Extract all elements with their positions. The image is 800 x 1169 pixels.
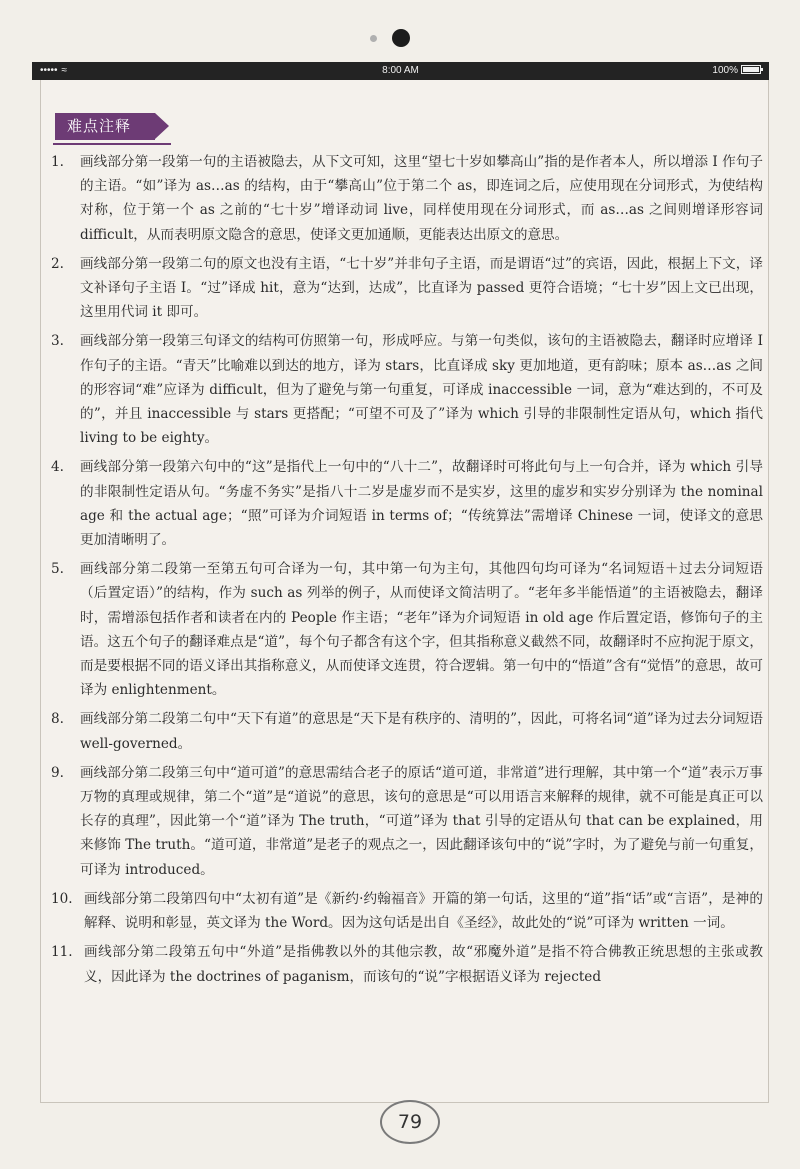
section-title-underline: [53, 143, 171, 145]
note-text: 画线部分第二段第三句中“道可道”的意思需结合老子的原话“道可道，非常道”进行理解，其中第一个“道”表示万事万物的真理或规律，第二个“道”是“道说”的意思，该句的意思是“可以用语言来解释的规律，就不可能是真正可以长存的真理”，因此第一个“道”译为 The truth，“可道”译为 that 引导的定语从句 that can be explained，用来修饰 The truth。“道可道，非常道”是老子的观点之一，因此翻译该句中的“说”字时，为了避免与前一句重复，可译为 introduced。: [80, 764, 763, 878]
status-time: 8:00 AM: [382, 65, 419, 76]
note-text: 画线部分第一段第三句译文的结构可仿照第一句，形成呼应。与第一句类似，该句的主语被隐去，翻译时应增译 I 作句子的主语。“青天”比喻难以到达的地方，译为 stars，比直译成 sky 更加地道，更有韵味；原本 as…as 之间的形容词“难”应译为 difficult，但为了避免与第一句重复，可译成 inaccessible 一词，意为“难达到的，不可及的”，并且 inaccessible 与 stars 更搭配；“可望不可及了”译为 which 引导的非限制性定语从句，which 指代 living to be eighty。: [80, 333, 763, 447]
note-number: 5.: [51, 561, 64, 578]
note-text: 画线部分第一段第二句的原文也没有主语，“七十岁”并非句子主语，而是谓语“过”的宾语，因此，根据上下文，译文补译句子主语 I。“过”译成 hit，意为“达到，达成”，比直译为 passed 更符合语境；“七十岁”因上文已出现，这里用代词 it 即可。: [80, 255, 763, 321]
note-item: [51, 150, 763, 247]
note-text: 画线部分第一段第六句中的“这”是指代上一句中的“八十二”，故翻译时可将此句与上一句合并，译为 which 引导的非限制性定语从句。“务虚不务实”是指八十二岁是虚岁而不是实岁，这里的虚岁和实岁分别译为 the nominal age 和 the actual age；“照”可译为介词短语 in terms of；“传统算法”需增译 Chinese 一词，使译文的意思更加清晰明了。: [80, 459, 763, 549]
document-page: [40, 80, 769, 1103]
note-item: [51, 761, 763, 882]
note-text: 画线部分第二段第一至第五句可合译为一句，其中第一句为主句，其他四句均可译为“名词短语＋过去分词短语（后置定语）”的结构，作为 such as 列举的例子，从而使译文简洁明了。“老年多半能悟道”的主语被隐去，翻译时，需增添包括作者和读者在内的 People 作主语；“老年”译为介词短语 in old age 作后置定语，修饰句子的主语。这五个句子的翻译难点是“道”，每个句子都含有这个字，但其指称意义截然不同，故翻译时不应拘泥于原文，而是要根据不同的语义译出其指称意义，从而使译文连贯，符合逻辑。第一句中的“悟道”含有“觉悟”的意思，故可译为 enlightenment。: [80, 561, 763, 699]
note-item: [51, 557, 763, 702]
note-text: 画线部分第一段第一句的主语被隐去，从下文可知，这里“望七十岁如攀高山”指的是作者本人，所以增添 I 作句子的主语。“如”译为 as…as 的结构，由于“攀高山”位于第二个 as，即连词之后，应使用现在分词形式，为使结构对称，位于第一个 as 之前的“七十岁”增译动词 live，同样使用现在分词形式，而 as…as 之间则增译形容词 difficult，从而表明原文隐含的意思，使译文更加通顺，更能表达出原文的意思。: [80, 154, 763, 243]
wifi-icon: ≈: [61, 65, 69, 76]
battery-percent: 100%: [712, 65, 738, 76]
note-number: 8.: [51, 711, 64, 728]
camera-lens: [392, 29, 410, 47]
status-bar: [32, 62, 769, 80]
note-number: 1.: [51, 154, 64, 170]
note-number: 11.: [51, 944, 73, 961]
note-item: [51, 252, 763, 325]
sensor-dot: [370, 35, 377, 42]
section-title: 难点注释: [55, 113, 155, 140]
note-item: [51, 455, 763, 552]
note-item: [51, 329, 763, 450]
notes-list: [51, 150, 763, 994]
note-text: 画线部分第二段第二句中“天下有道”的意思是“天下是有秩序的、清明的”，因此，可将名词“道”译为过去分词短语 well-governed。: [80, 711, 763, 752]
note-number: 2.: [51, 255, 64, 272]
note-text: 画线部分第二段第五句中“外道”是指佛教以外的其他宗教，故“邪魔外道”是指不符合佛教正统思想的主张或教义，因此译为 the doctrines of paganism，而该句的“说”字根据语义译为 rejected: [84, 944, 763, 985]
note-text: 画线部分第二段第四句中“太初有道”是《新约·约翰福音》开篇的第一句话，这里的“道”指“话”或“言语”，是神的解释、说明和彰显，英文译为 the Word。因为这句话是出自《圣经》，故此处的“说”可译为 written 一词。: [84, 890, 763, 932]
note-item: [51, 707, 763, 755]
page-number: 79: [380, 1100, 440, 1144]
note-item: [51, 940, 763, 988]
tablet-camera: [0, 28, 800, 48]
signal-icon: •••••: [40, 65, 58, 76]
note-item: [51, 887, 763, 935]
note-number: 9.: [51, 764, 64, 781]
battery-icon: [741, 65, 761, 74]
note-number: 4.: [51, 459, 64, 476]
battery-indicator: [712, 65, 761, 76]
note-number: 3.: [51, 333, 64, 350]
note-number: 10.: [51, 890, 73, 907]
